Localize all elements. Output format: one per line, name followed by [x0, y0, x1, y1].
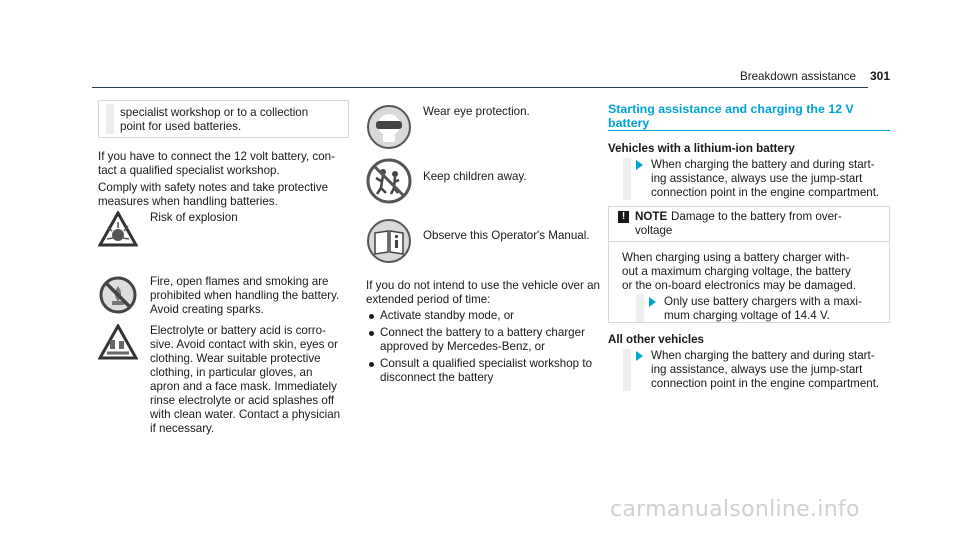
subheading-lithium-ion: Vehicles with a lithium-ion battery [608, 142, 795, 155]
warning-2-line-3: Avoid creating sparks. [150, 303, 264, 316]
step2-line-1: When charging the battery and during start- [651, 349, 875, 362]
para1-line-2: tact a qualified specialist workshop. [98, 164, 280, 177]
explosion-warning-icon [98, 211, 138, 252]
warning-3-line-5: apron and a face mask. Immediately [150, 380, 337, 393]
warning-3-line-2: sive. Avoid contact with skin, eyes or [150, 338, 338, 351]
section-title: Breakdown assistance [740, 70, 856, 83]
step2-line-2: ing assistance, always use the jump-start [651, 363, 863, 376]
note-body-3: or the on-board electronics may be damaged. [622, 279, 856, 292]
no-fire-icon [98, 275, 138, 320]
bullet-2-line-2: approved by Mercedes-Benz, or [380, 340, 545, 353]
warning-3-line-8: if necessary. [150, 422, 215, 435]
middle-item-2: Keep children away. [423, 170, 527, 183]
step2-line-3: connection point in the engine compartment. [651, 377, 880, 390]
note-step-bar [636, 294, 644, 322]
bullet-3-line-1: Consult a qualified specialist workshop to [380, 357, 593, 370]
corrosive-warning-icon [98, 324, 138, 365]
note-title-1: Damage to the battery from over- [671, 210, 842, 223]
para2-line-1: Comply with safety notes and take protective [98, 181, 329, 194]
para2-line-2: measures when handling batteries. [98, 195, 278, 208]
note-body-1: When charging using a battery charger with- [622, 251, 850, 264]
note-step-line-2: mum charging voltage of 14.4 V. [664, 309, 830, 322]
intro-line-2: extended period of time: [366, 293, 491, 306]
note-step-arrow-icon [649, 297, 656, 307]
para1-line-1: If you have to connect the 12 volt battery, con- [98, 150, 335, 163]
page-number: 301 [870, 69, 891, 83]
intro-line-1: If you do not intend to use the vehicle over an [366, 279, 600, 292]
box-line-2: point for used batteries. [120, 120, 242, 133]
step1-line-2: ing assistance, always use the jump-start [651, 172, 863, 185]
bullet-1-line-1: Activate standby mode, or [380, 309, 515, 322]
step1-line-1: When charging the battery and during start- [651, 158, 875, 171]
warning-2-line-1: Fire, open flames and smoking are [150, 275, 329, 288]
bullet-3-line-2: disconnect the battery [380, 371, 494, 384]
bullet-2 [369, 331, 374, 336]
step1-line-3: connection point in the engine compartment. [651, 186, 880, 199]
section-heading-rule [608, 130, 890, 131]
step2-bar [623, 349, 631, 391]
section-heading-line-2: battery [608, 116, 650, 130]
note-title-2: voltage [635, 224, 673, 237]
note-box-bar [106, 104, 114, 134]
bullet-2-line-1: Connect the battery to a battery charger [380, 326, 585, 339]
warning-3-line-3: clothing. Wear suitable protective [150, 352, 321, 365]
note-label: NOTE [635, 210, 668, 223]
step1-bar [623, 158, 631, 200]
bullet-1 [369, 314, 374, 319]
warning-3-line-6: rinse electrolyte or acid splashes off [150, 394, 335, 407]
warning-2-line-2: prohibited when handling the battery. [150, 289, 340, 302]
note-body-2: out a maximum charging voltage, the battery [622, 265, 851, 278]
step2-arrow-icon [636, 351, 643, 361]
step1-arrow-icon [636, 160, 643, 170]
middle-item-1: Wear eye protection. [423, 105, 530, 118]
warning-1-line-1: Risk of explosion [150, 211, 238, 224]
notice-icon: ! [618, 211, 629, 223]
eye-protection-icon [366, 104, 412, 155]
subheading-other-vehicles: All other vehicles [608, 333, 705, 346]
middle-item-3: Observe this Operator's Manual. [423, 229, 590, 242]
operators-manual-icon [366, 218, 412, 269]
bullet-3 [369, 362, 374, 367]
keep-children-away-icon [366, 158, 412, 209]
box-line-1: specialist workshop or to a collection [120, 106, 309, 119]
section-heading-line-1: Starting assistance and charging the 12 V [608, 102, 854, 116]
header-rule [92, 87, 868, 88]
warning-3-line-7: with clean water. Contact a physician [150, 408, 341, 421]
note-step-line-1: Only use battery chargers with a maxi- [664, 295, 862, 308]
warning-3-line-1: Electrolyte or battery acid is corro- [150, 324, 326, 337]
warning-3-line-4: clothing, in particular gloves, an [150, 366, 313, 379]
watermark: carmanualsonline.info [610, 497, 860, 522]
